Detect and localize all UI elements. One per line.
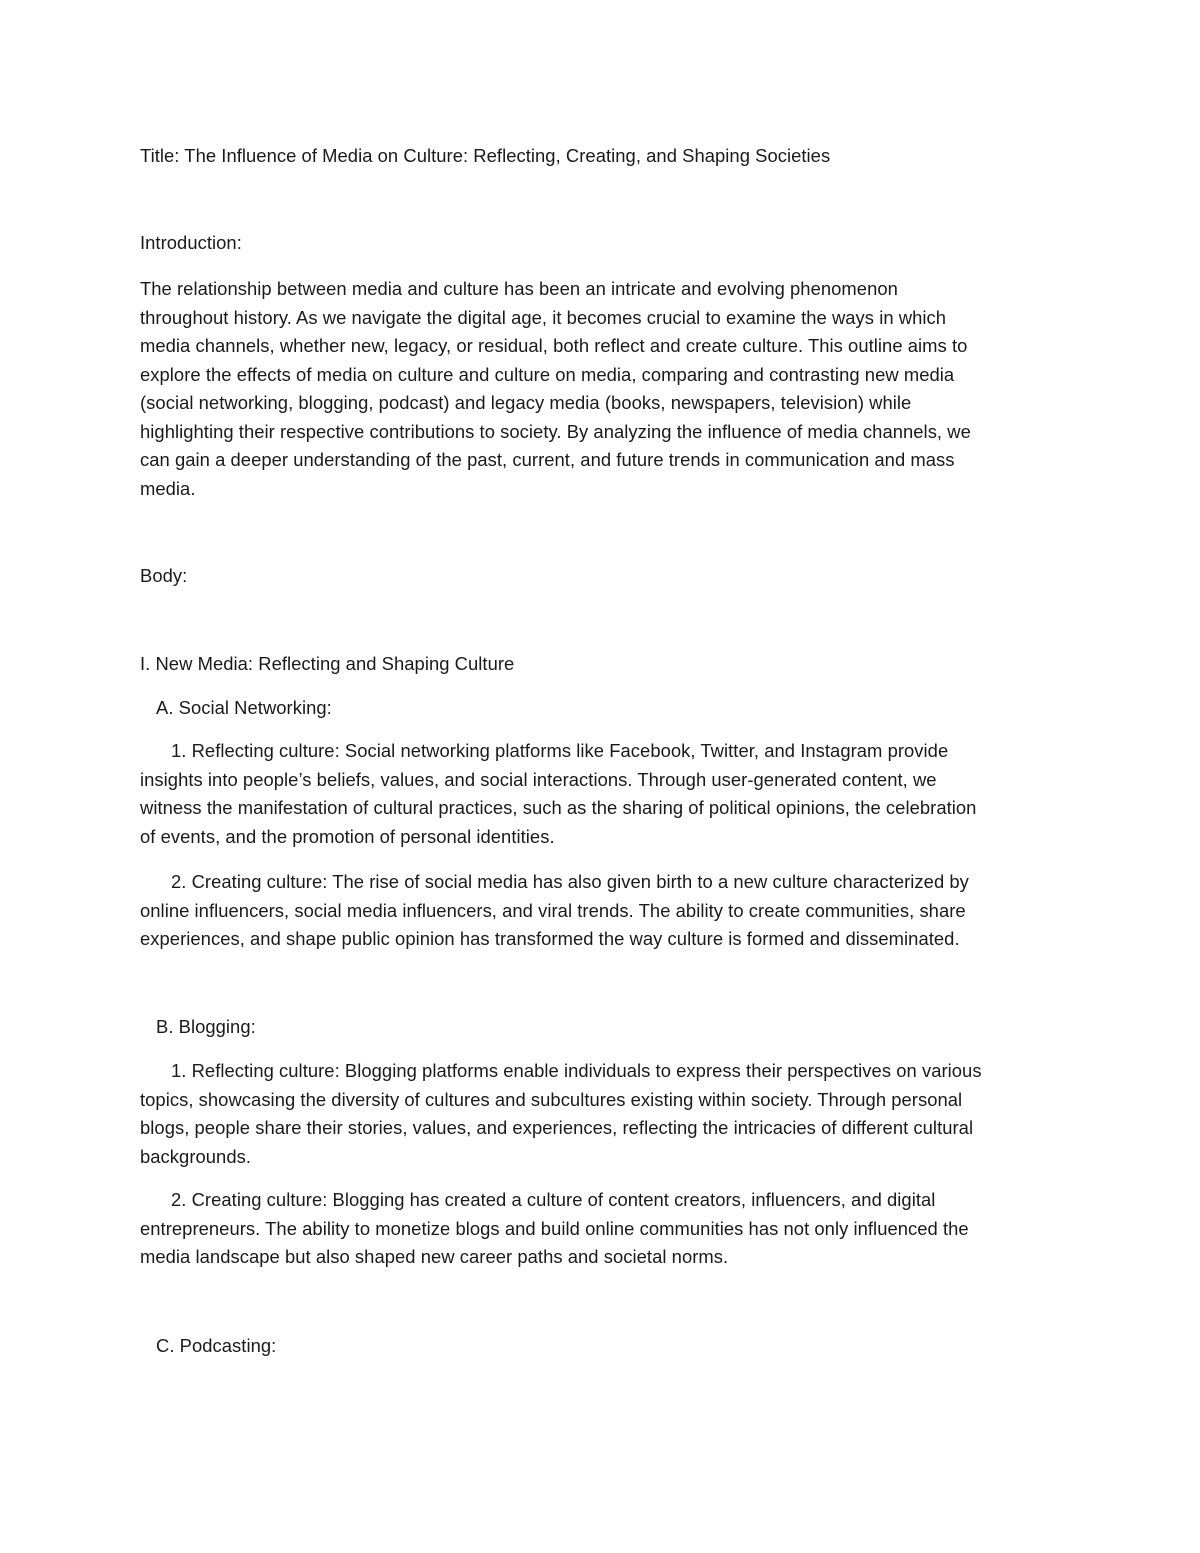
sub-b-item-2 bbox=[140, 1186, 1060, 1272]
sub-b-item-2-line: media landscape but also shaped new career paths and societal norms. bbox=[140, 1246, 729, 1267]
sub-b-heading: B. Blogging: bbox=[156, 1016, 256, 1037]
sub-a-item-1-line: 1. Reflecting culture: Social networking platforms like Facebook, Twitter, and Instagram provide bbox=[171, 740, 949, 761]
intro-line: (social networking, blogging, podcast) and legacy media (books, newspapers, television) while bbox=[140, 392, 912, 413]
sub-b-item-1 bbox=[140, 1057, 1060, 1171]
sub-a-item-2-line: 2. Creating culture: The rise of social media has also given birth to a new culture characterized by bbox=[171, 871, 969, 892]
intro-line: media channels, whether new, legacy, or residual, both reflect and create culture. This outline aims to bbox=[140, 335, 968, 356]
sub-a-heading: A. Social Networking: bbox=[156, 697, 332, 718]
sub-a-item-2-line: experiences, and shape public opinion has transformed the way culture is formed and disseminated. bbox=[140, 928, 960, 949]
sub-b-item-2-line: 2. Creating culture: Blogging has created a culture of content creators, influencers, and digital bbox=[171, 1189, 936, 1210]
intro-paragraph bbox=[140, 275, 1060, 503]
sub-b-item-1-line: backgrounds. bbox=[140, 1145, 252, 1167]
sub-b-item-1-line: blogs, people share their stories, values, and experiences, reflecting the intricacies of different cultural bbox=[140, 1117, 974, 1138]
section-1-heading: I. New Media: Reflecting and Shaping Culture bbox=[140, 653, 515, 674]
intro-heading: Introduction: bbox=[140, 232, 242, 253]
intro-line: The relationship between media and culture has been an intricate and evolving phenomenon bbox=[140, 278, 898, 299]
sub-a-item-1 bbox=[140, 737, 1060, 851]
sub-c-heading: C. Podcasting: bbox=[156, 1335, 277, 1356]
body-heading: Body: bbox=[140, 565, 188, 586]
sub-a-item-1-line: of events, and the promotion of personal identities. bbox=[140, 825, 555, 847]
sub-b-item-2-line: entrepreneurs. The ability to monetize blogs and build online communities has not only influenced the bbox=[140, 1217, 969, 1239]
sub-b-item-1-line: topics, showcasing the diversity of cultures and subcultures existing within society. Through personal bbox=[140, 1088, 963, 1110]
sub-a-item-2-line: online influencers, social media influencers, and viral trends. The ability to create communities, share bbox=[140, 899, 966, 921]
document-title: Title: The Influence of Media on Culture: Reflecting, Creating, and Shaping Societies bbox=[140, 145, 831, 166]
intro-line: explore the effects of media on culture and culture on media, comparing and contrasting new media bbox=[140, 363, 955, 385]
sub-a-item-2 bbox=[140, 868, 1060, 954]
intro-line: can gain a deeper understanding of the past, current, and future trends in communication and mass bbox=[140, 449, 955, 470]
intro-line: highlighting their respective contributions to society. By analyzing the influence of media channels, we bbox=[140, 420, 971, 442]
sub-b-item-1-line: 1. Reflecting culture: Blogging platforms enable individuals to express their perspectives on various bbox=[171, 1060, 982, 1081]
sub-a-item-1-line: witness the manifestation of cultural practices, such as the sharing of political opinions, the celebration bbox=[140, 797, 977, 818]
intro-line: media. bbox=[140, 477, 196, 499]
intro-line: throughout history. As we navigate the digital age, it becomes crucial to examine the ways in which bbox=[140, 306, 947, 328]
sub-a-item-1-line: insights into people’s beliefs, values, and social interactions. Through user-generated content, we bbox=[140, 768, 937, 790]
